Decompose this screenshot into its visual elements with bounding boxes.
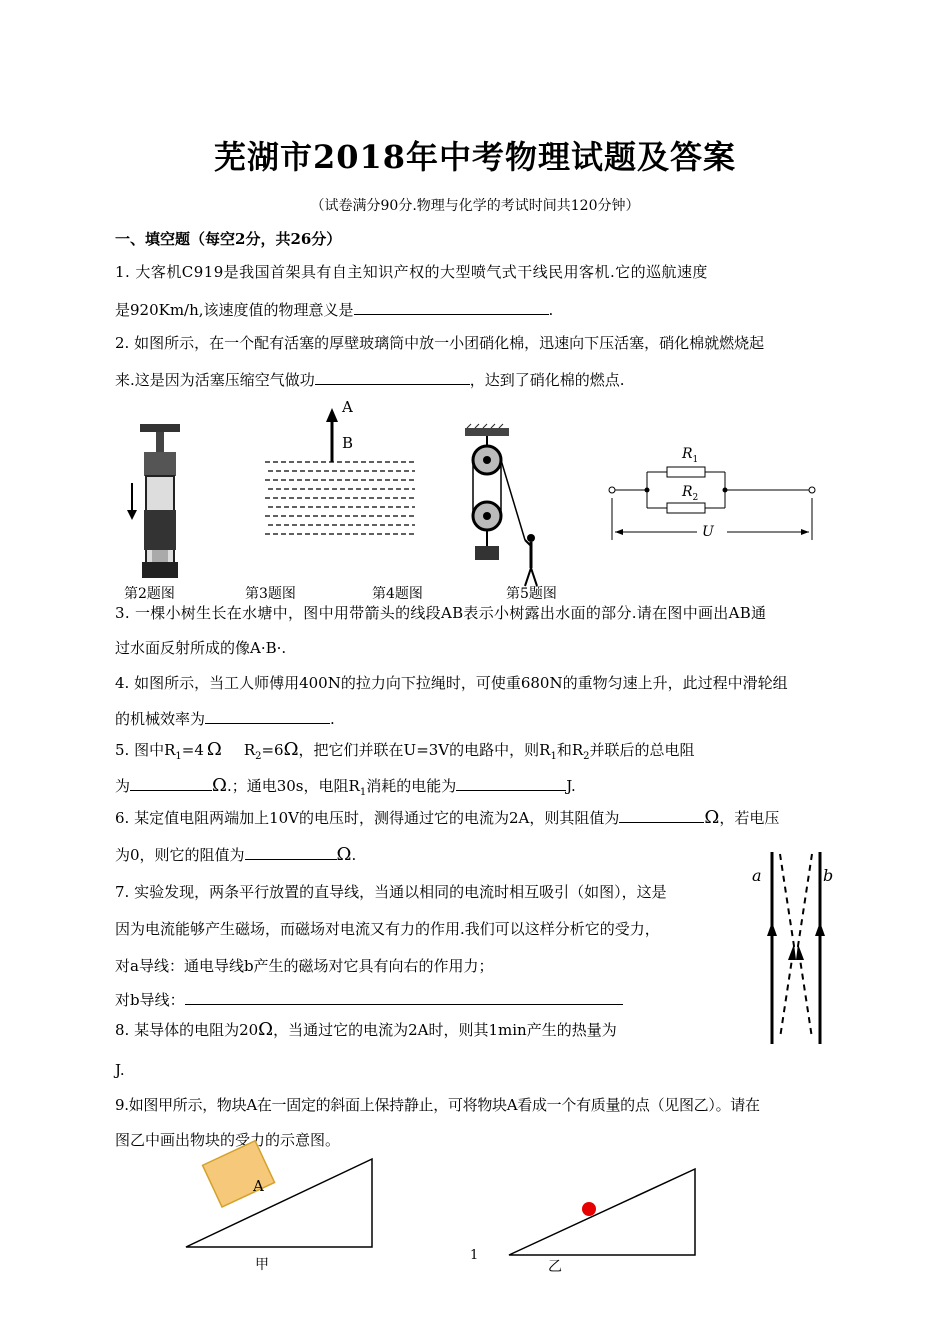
q8-line1: 8. 某导体的电阻为20Ω，当通过它的电流为2A时，则其1min产生的热量为 xyxy=(115,1019,617,1040)
q6-zero-voltage-blank[interactable] xyxy=(245,845,337,860)
q1-line2 xyxy=(115,300,840,320)
q4-answer-blank[interactable] xyxy=(205,709,330,724)
q5-line1: 5. 图中$R_1=4$ Ω $R_2=6\Omega$，把它们并联在U=3V的电路中，则$R_1$和$R_2$并联后的总电阻 xyxy=(115,739,695,762)
fig3-label-b: B xyxy=(342,434,354,452)
q7-line2: 因为电流能够产生磁场，而磁场对电流又有力的作用.我们可以这样分析它的受力， xyxy=(115,920,660,938)
q2-text: 来.这是因为活塞压缩空气做功 xyxy=(115,371,315,389)
caption-fig2: 第2题图 xyxy=(124,586,175,602)
caption-fig4: 第4题图 xyxy=(372,586,423,602)
q3-line1: 3. 一棵小树生长在水塘中，图中用带箭头的线段AB表示小树露出水面的部分.请在图中画出AB通 xyxy=(115,604,767,622)
q5-line2: 为 Ω.；通电30s，电阻$R_1$消耗的电能为 J. xyxy=(115,775,576,798)
ohm-symbol: Ω xyxy=(258,1019,274,1040)
q1-answer-blank[interactable] xyxy=(354,300,549,315)
figure-q3-water xyxy=(260,400,420,540)
ohm-symbol: Ω xyxy=(336,844,352,865)
fig3-label-a: A xyxy=(342,398,353,416)
q1-line1: 1. 大客机C919是我国首架具有自主知识产权的大型喷气式干线民用客机.它的巡航速度 xyxy=(115,263,708,281)
q5-energy-blank[interactable] xyxy=(456,776,566,791)
mass-point xyxy=(582,1202,596,1216)
q4-end: . xyxy=(330,710,335,728)
figure-q9-incline-point xyxy=(505,1165,700,1260)
q8-line2: J. xyxy=(115,1061,125,1079)
q5-resistance-blank[interactable] xyxy=(130,776,212,791)
q1-text: 是920Km/h,该速度值的物理意义是 xyxy=(115,301,354,319)
q7-line4: 对b导线： xyxy=(115,990,840,1010)
q4-line2 xyxy=(115,709,840,729)
q4-text: 的机械效率为 xyxy=(115,710,206,728)
q3-line2: 过水面反射所成的像A·B·. xyxy=(115,639,287,657)
q2-line2 xyxy=(115,370,840,390)
figure-q2-piston xyxy=(120,418,200,583)
fig5-u-label: U xyxy=(702,524,714,540)
fig5-r1-label: $R_1$ xyxy=(682,446,699,465)
q6-resistance-blank[interactable] xyxy=(619,808,704,823)
figure-q9-incline-block xyxy=(180,1155,380,1255)
fig7-wire-b-label: b xyxy=(823,866,834,885)
q6-line1: 6. 某定值电阻两端加上10V的电压时，测得通过它的电流为2A，则其阻值为 Ω，若电压 xyxy=(115,807,780,828)
q9-line1: 9.如图甲所示，物块A在一固定的斜面上保持静止，可将物块A看成一个有质量的点（见图乙）。请在 xyxy=(115,1096,760,1114)
block-a xyxy=(203,1141,275,1207)
q9-line2: 图乙中画出物块的受力的示意图。 xyxy=(115,1131,341,1149)
figure-q4-pulley xyxy=(455,428,550,588)
q1-end: . xyxy=(548,301,554,319)
page-number: 1 xyxy=(470,1248,479,1263)
caption-jia: 甲 xyxy=(255,1257,269,1273)
ohm-symbol: Ω xyxy=(704,807,720,828)
block-a-label: A xyxy=(253,1177,264,1195)
fig7-wire-a-label: a xyxy=(752,866,762,885)
q2-answer-blank[interactable] xyxy=(315,370,470,385)
caption-yi: 乙 xyxy=(548,1259,562,1275)
ohm-symbol: Ω xyxy=(212,775,227,796)
q4-line1: 4. 如图所示，当工人师傅用400N的拉力向下拉绳时，可使重680N的重物匀速上升，此过程中滑轮组 xyxy=(115,674,788,692)
q7-line1: 7. 实验发现，两条平行放置的直导线，当通以相同的电流时相互吸引（如图），这是 xyxy=(115,883,667,901)
q2-end: ，达到了硝化棉的燃点. xyxy=(469,371,625,389)
section-heading: 一、填空题（每空2分，共26分） xyxy=(115,230,342,248)
fig5-r2-label: $R_2$ xyxy=(682,484,699,503)
exam-subtitle: （试卷满分90分.物理与化学的考试时间共120分钟） xyxy=(310,198,640,214)
q7-line3: 对a导线：通电导线b产生的磁场对它具有向右的作用力； xyxy=(115,957,494,975)
q7-answer-blank[interactable] xyxy=(185,990,623,1005)
caption-fig5: 第5题图 xyxy=(506,586,557,602)
page-title: 芜湖市2018年中考物理试题及答案 xyxy=(213,138,737,176)
caption-fig3: 第3题图 xyxy=(245,586,296,602)
ohm-symbol: Ω xyxy=(206,739,222,760)
q6-line2: 为0，则它的阻值为 Ω. xyxy=(115,844,357,865)
q2-line1: 2. 如图所示，在一个配有活塞的厚壁玻璃筒中放一小团硝化棉，迅速向下压活塞，硝化棉就燃烧起 xyxy=(115,334,765,352)
ohm-symbol: Ω xyxy=(283,739,299,760)
